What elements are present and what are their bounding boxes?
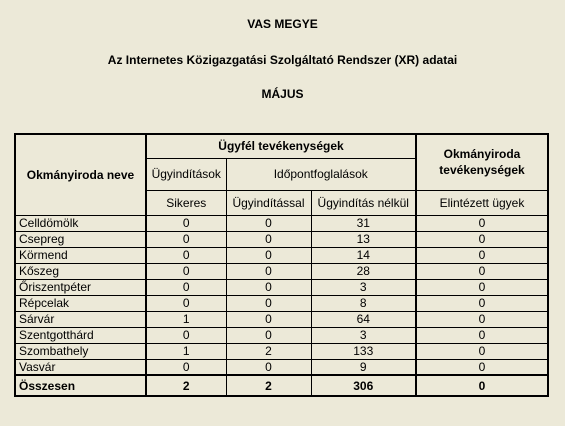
without-case-cell: 8 bbox=[311, 295, 416, 311]
month-label: MÁJUS bbox=[261, 87, 304, 101]
total-done: 0 bbox=[416, 375, 548, 396]
completed-cell: 0 bbox=[416, 311, 548, 327]
office-name-cell: Celldömölk bbox=[15, 215, 146, 231]
table-row bbox=[15, 359, 548, 375]
without-case-cell: 28 bbox=[311, 263, 416, 279]
with-case-cell: 2 bbox=[226, 343, 311, 359]
successful-cell: 0 bbox=[146, 295, 226, 311]
successful-cell: 0 bbox=[146, 279, 226, 295]
without-case-cell: 3 bbox=[311, 279, 416, 295]
with-case-cell: 0 bbox=[226, 295, 311, 311]
successful-cell: 0 bbox=[146, 359, 226, 375]
header-office-name: Okmányiroda neve bbox=[15, 134, 146, 215]
completed-cell: 0 bbox=[416, 343, 548, 359]
completed-cell: 0 bbox=[416, 247, 548, 263]
statistics-table bbox=[14, 133, 549, 397]
office-name-cell: Répcelak bbox=[15, 295, 146, 311]
with-case-cell: 0 bbox=[226, 359, 311, 375]
completed-cell: 0 bbox=[416, 295, 548, 311]
with-case-cell: 0 bbox=[226, 327, 311, 343]
successful-cell: 0 bbox=[146, 263, 226, 279]
successful-cell: 0 bbox=[146, 231, 226, 247]
header-with-case: Ügyindítással bbox=[226, 190, 311, 215]
with-case-cell: 0 bbox=[226, 263, 311, 279]
without-case-cell: 14 bbox=[311, 247, 416, 263]
completed-cell: 0 bbox=[416, 231, 548, 247]
successful-cell: 0 bbox=[146, 247, 226, 263]
with-case-cell: 0 bbox=[226, 231, 311, 247]
header-without-case: Ügyindítás nélkül bbox=[311, 190, 416, 215]
office-name-cell: Körmend bbox=[15, 247, 146, 263]
successful-cell: 0 bbox=[146, 327, 226, 343]
office-name-cell: Kőszeg bbox=[15, 263, 146, 279]
with-case-cell: 0 bbox=[226, 247, 311, 263]
without-case-cell: 3 bbox=[311, 327, 416, 343]
table-body bbox=[15, 215, 548, 375]
header-completed-cases: Elintézett ügyek bbox=[416, 190, 548, 215]
completed-cell: 0 bbox=[416, 215, 548, 231]
header-case-starts: Ügyindítások bbox=[146, 158, 226, 190]
page-subtitle: Az Internetes Közigazgatási Szolgáltató Rendszer (XR) adatai bbox=[107, 53, 458, 67]
office-name-cell: Csepreg bbox=[15, 231, 146, 247]
header-office-activities: Okmányiroda tevékenységek bbox=[416, 134, 548, 190]
successful-cell: 1 bbox=[146, 343, 226, 359]
table-row bbox=[15, 343, 548, 359]
without-case-cell: 13 bbox=[311, 231, 416, 247]
office-name-cell: Szombathely bbox=[15, 343, 146, 359]
total-success: 2 bbox=[146, 375, 226, 396]
completed-cell: 0 bbox=[416, 263, 548, 279]
without-case-cell: 133 bbox=[311, 343, 416, 359]
office-name-cell: Szentgotthárd bbox=[15, 327, 146, 343]
with-case-cell: 0 bbox=[226, 311, 311, 327]
table-row bbox=[15, 295, 548, 311]
table-row bbox=[15, 279, 548, 295]
table-row bbox=[15, 247, 548, 263]
page-title: VAS MEGYE bbox=[247, 17, 318, 31]
completed-cell: 0 bbox=[416, 279, 548, 295]
table-row bbox=[15, 263, 548, 279]
completed-cell: 0 bbox=[416, 359, 548, 375]
office-name-cell: Őriszentpéter bbox=[15, 279, 146, 295]
without-case-cell: 9 bbox=[311, 359, 416, 375]
successful-cell: 0 bbox=[146, 215, 226, 231]
table-row bbox=[15, 327, 548, 343]
office-name-cell: Sárvár bbox=[15, 311, 146, 327]
without-case-cell: 31 bbox=[311, 215, 416, 231]
with-case-cell: 0 bbox=[226, 279, 311, 295]
total-label: Összesen bbox=[15, 375, 146, 396]
successful-cell: 1 bbox=[146, 311, 226, 327]
header-client-activities: Ügyfél tevékenységek bbox=[146, 134, 416, 158]
completed-cell: 0 bbox=[416, 327, 548, 343]
total-without-case: 306 bbox=[311, 375, 416, 396]
office-name-cell: Vasvár bbox=[15, 359, 146, 375]
table-row bbox=[15, 215, 548, 231]
table-row bbox=[15, 231, 548, 247]
table-row bbox=[15, 311, 548, 327]
total-with-case: 2 bbox=[226, 375, 311, 396]
header-successful: Sikeres bbox=[146, 190, 226, 215]
with-case-cell: 0 bbox=[226, 215, 311, 231]
without-case-cell: 64 bbox=[311, 311, 416, 327]
header-bookings: Időpontfoglalások bbox=[226, 158, 416, 190]
